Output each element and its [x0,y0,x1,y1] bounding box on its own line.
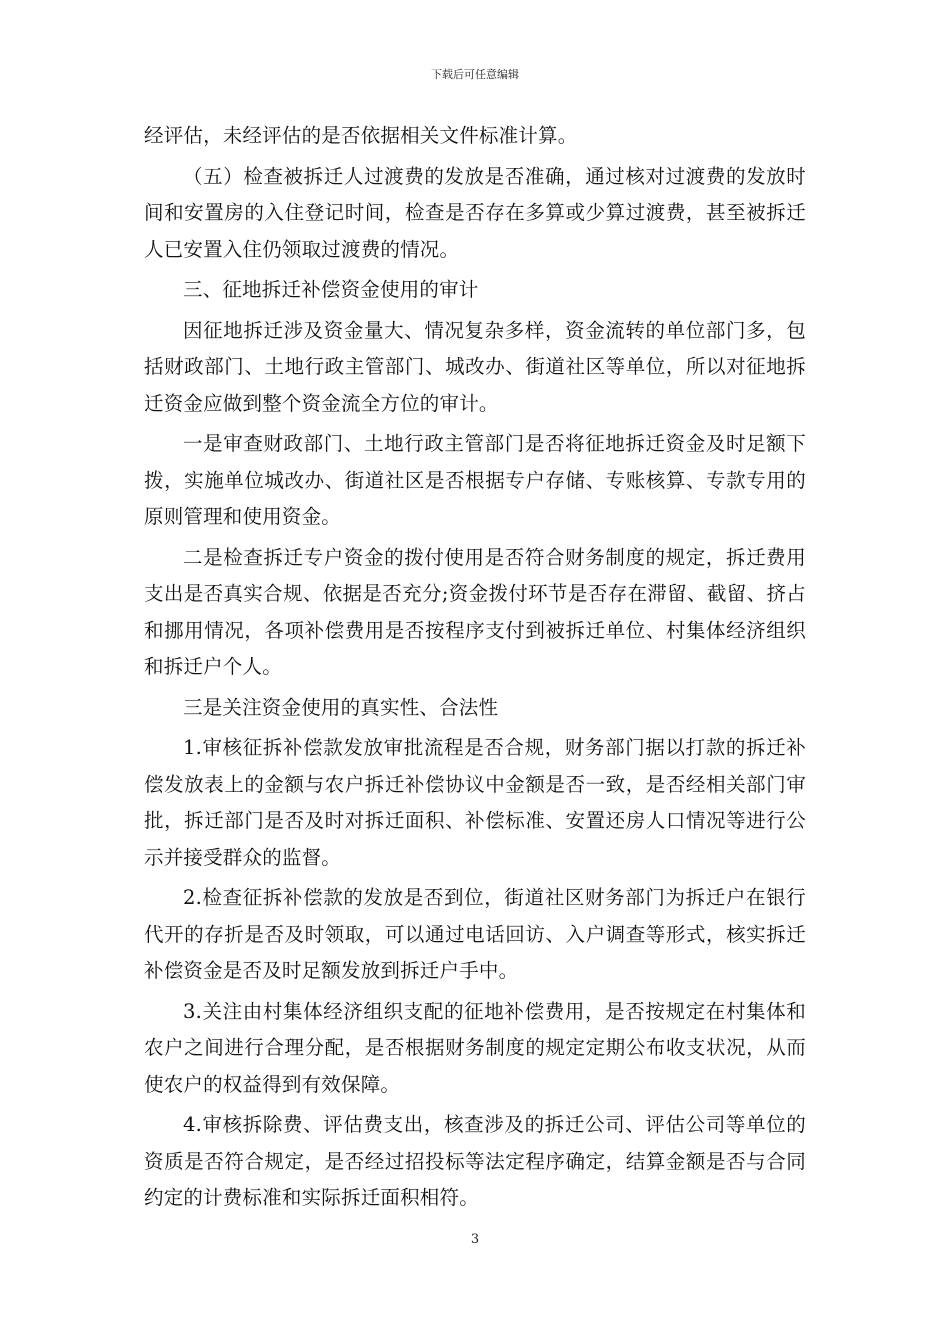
paragraph-point-two: 二是检查拆迁专户资金的拨付使用是否符合财务制度的规定，拆迁费用支出是否真实合规、依据是否充分;资金拨付环节是否存在滞留、截留、挤占和挪用情况，各项补偿费用是否按程序支付到被拆迁单位、村集体经济组织和拆迁户个人。 [144,545,806,678]
paragraph-sub-item-4: 4.审核拆除费、评估费支出，核查涉及的拆迁公司、评估公司等单位的资质是否符合规定，是否经过招投标等法定程序确定，结算金额是否与合同约定的计费标准和实际拆迁面积相符。 [144,1113,806,1209]
page-number: 3 [470,1232,480,1247]
paragraph-item-five: （五）检查被拆迁人过渡费的发放是否准确，通过核对过渡费的发放时间和安置房的入住登记时间，检查是否存在多算或少算过渡费，甚至被拆迁人已安置入住仍领取过渡费的情况。 [144,164,806,261]
paragraph-continuation: 经评估，未经评估的是否依据相关文件标准计算。 [144,124,578,147]
paragraph-sub-item-1: 1.审核征拆补偿款发放审批流程是否合规，财务部门据以打款的拆迁补偿发放表上的金额与农户拆迁补偿协议中金额是否一致，是否经相关部门审批，拆迁部门是否及时对拆迁面积、补偿标准、安置还房人口情况等进行公示并接受群众的监督。 [144,736,806,869]
paragraph-point-three-heading: 三是关注资金使用的真实性、合法性 [183,695,499,719]
paragraph-intro: 因征地拆迁涉及资金量大、情况复杂多样，资金流转的单位部门多，包括财政部门、土地行政主管部门、城改办、街道社区等单位，所以对征地拆迁资金应做到整个资金流全方位的审计。 [144,318,806,415]
paragraph-sub-item-2: 2.检查征拆补偿款的发放是否到位，街道社区财务部门为拆迁户在银行代开的存折是否及时领取，可以通过电话回访、入户调查等形式，核实拆迁补偿资金是否及时足额发放到拆迁户手中。 [144,886,806,982]
paragraph-point-one: 一是审查财政部门、土地行政主管部门是否将征地拆迁资金及时足额下拨，实施单位城改办、街道社区是否根据专户存储、专账核算、专款专用的原则管理和使用资金。 [144,432,806,528]
section-heading-three: 三、征地拆迁补偿资金使用的审计 [183,278,479,301]
page-header: 下载后可任意编辑 [431,68,519,81]
paragraph-sub-item-3: 3.关注由村集体经济组织支配的征地补偿费用，是否按规定在村集体和农户之间进行合理分配，是否根据财务制度的规定定期公布收支状况，从而使农户的权益得到有效保障。 [144,999,806,1096]
body-text [144,118,806,1217]
